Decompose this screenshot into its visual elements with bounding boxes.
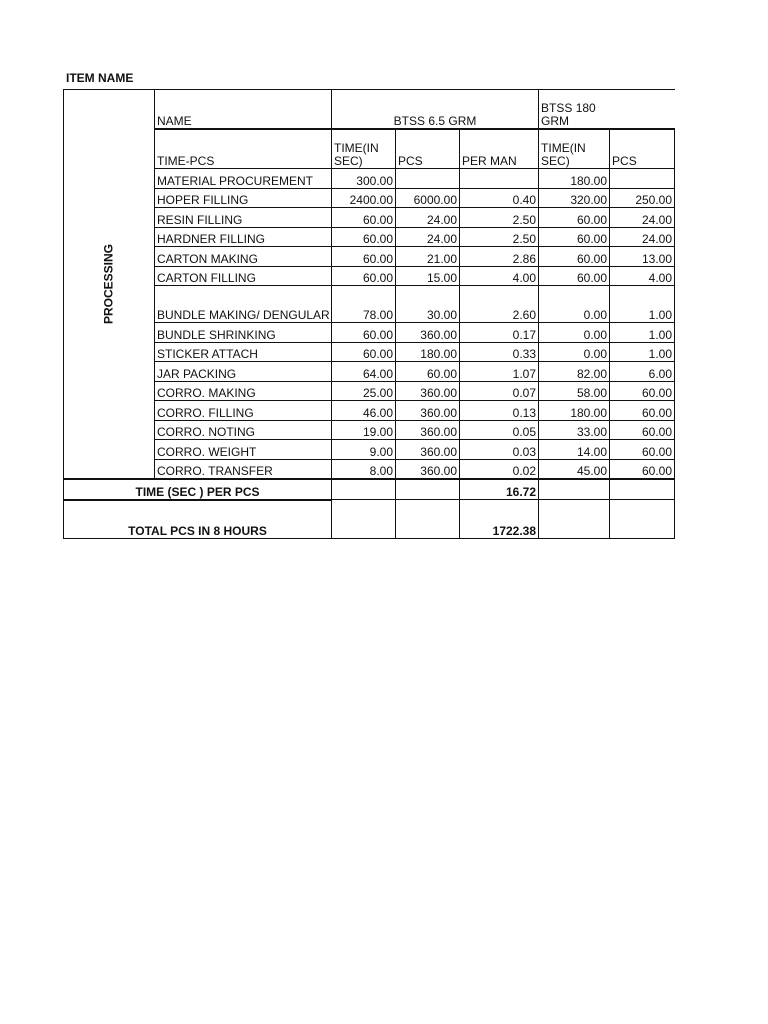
cell-pcs2: 60.00: [610, 459, 675, 479]
cell-pcs2: 60.00: [610, 401, 675, 421]
cell-per-man: 0.02: [460, 459, 539, 479]
table-row: [64, 169, 675, 189]
cell-per-man: 2.86: [460, 247, 539, 267]
row-name: CORRO. WEIGHT: [155, 440, 332, 460]
cell-time1: 60.00: [332, 208, 396, 228]
cell-pcs2: 1.00: [610, 323, 675, 343]
cell-time2: 180.00: [539, 401, 610, 421]
cell-time2: 58.00: [539, 381, 610, 401]
cell-pcs2: 24.00: [610, 208, 675, 228]
table-row: [64, 323, 675, 343]
time-per-pcs-empty-1: [332, 479, 396, 500]
row-name: STICKER ATTACH: [155, 342, 332, 362]
cell-per-man: 0.17: [460, 323, 539, 343]
row-name: MATERIAL PROCUREMENT: [155, 169, 332, 189]
cell-time1: 2400.00: [332, 188, 396, 208]
cell-pcs1: 360.00: [396, 401, 460, 421]
cell-time1: 300.00: [332, 169, 396, 189]
pcs1-header: PCS: [396, 129, 460, 169]
cell-pcs2: 250.00: [610, 188, 675, 208]
cell-time2: 45.00: [539, 459, 610, 479]
table-row: [64, 266, 675, 286]
row-name: HOPER FILLING: [155, 188, 332, 208]
cell-time2: 180.00: [539, 169, 610, 189]
cell-time1: 60.00: [332, 247, 396, 267]
name-header: NAME: [155, 90, 332, 130]
cell-pcs1: 30.00: [396, 286, 460, 323]
cell-time2: 60.00: [539, 247, 610, 267]
time-per-pcs-empty-4: [610, 479, 675, 500]
row-name: CORRO. MAKING: [155, 381, 332, 401]
cell-pcs1: 360.00: [396, 420, 460, 440]
pcs2-header: PCS: [610, 129, 675, 169]
total-pcs-empty-4: [610, 500, 675, 539]
cell-pcs1: 15.00: [396, 266, 460, 286]
time-per-pcs-empty-3: [539, 479, 610, 500]
table-row: [64, 342, 675, 362]
cell-pcs1: 360.00: [396, 459, 460, 479]
group-btss-6-5-header: BTSS 6.5 GRM: [332, 90, 539, 130]
table-row: [64, 362, 675, 382]
time-per-pcs-row: [64, 479, 675, 500]
cell-per-man: 0.05: [460, 420, 539, 440]
row-name: CORRO. TRANSFER: [155, 459, 332, 479]
cell-time1: 60.00: [332, 323, 396, 343]
cell-per-man: [460, 169, 539, 189]
row-name: BUNDLE SHRINKING: [155, 323, 332, 343]
row-name: HARDNER FILLING: [155, 227, 332, 247]
cell-pcs2: 60.00: [610, 381, 675, 401]
cell-pcs1: 6000.00: [396, 188, 460, 208]
header-row-1: [64, 90, 675, 130]
cell-per-man: 2.50: [460, 227, 539, 247]
table-row: [64, 440, 675, 460]
processing-table: [63, 89, 675, 539]
cell-per-man: 2.60: [460, 286, 539, 323]
time-per-pcs-empty-2: [396, 479, 460, 500]
cell-pcs1: 21.00: [396, 247, 460, 267]
total-pcs-label: TOTAL PCS IN 8 HOURS: [64, 500, 332, 539]
cell-per-man: 0.33: [460, 342, 539, 362]
time2-header: TIME(IN SEC): [539, 129, 610, 169]
cell-time1: 60.00: [332, 227, 396, 247]
cell-pcs2: 60.00: [610, 440, 675, 460]
cell-pcs1: 60.00: [396, 362, 460, 382]
cell-time1: 78.00: [332, 286, 396, 323]
total-pcs-empty-3: [539, 500, 610, 539]
cell-pcs1: 360.00: [396, 381, 460, 401]
table-row: [64, 247, 675, 267]
cell-time2: 33.00: [539, 420, 610, 440]
table-row: [64, 286, 675, 323]
cell-per-man: 0.40: [460, 188, 539, 208]
cell-time2: 0.00: [539, 342, 610, 362]
table-row: [64, 188, 675, 208]
cell-time1: 60.00: [332, 342, 396, 362]
cell-time1: 25.00: [332, 381, 396, 401]
cell-pcs1: 360.00: [396, 440, 460, 460]
group-btss-180-header-ext: [610, 90, 675, 130]
cell-pcs2: 1.00: [610, 286, 675, 323]
total-pcs-empty-1: [332, 500, 396, 539]
table-row: [64, 420, 675, 440]
cell-time2: 0.00: [539, 323, 610, 343]
cell-per-man: 1.07: [460, 362, 539, 382]
cell-pcs1: 180.00: [396, 342, 460, 362]
cell-pcs1: [396, 169, 460, 189]
cell-pcs1: 24.00: [396, 208, 460, 228]
cell-time1: 19.00: [332, 420, 396, 440]
table-row: [64, 208, 675, 228]
time-per-pcs-label: TIME (SEC ) PER PCS: [64, 479, 332, 500]
cell-per-man: 2.50: [460, 208, 539, 228]
row-name: JAR PACKING: [155, 362, 332, 382]
cell-pcs1: 360.00: [396, 323, 460, 343]
row-name: CARTON FILLING: [155, 266, 332, 286]
row-name: CORRO. FILLING: [155, 401, 332, 421]
cell-pcs2: 1.00: [610, 342, 675, 362]
row-name: RESIN FILLING: [155, 208, 332, 228]
cell-pcs2: 13.00: [610, 247, 675, 267]
row-name: BUNDLE MAKING/ DENGULAR: [155, 286, 332, 323]
cell-per-man: 0.07: [460, 381, 539, 401]
cell-time1: 8.00: [332, 459, 396, 479]
total-pcs-value: 1722.38: [460, 500, 539, 539]
cell-pcs2: 24.00: [610, 227, 675, 247]
time-pcs-header: TIME-PCS: [155, 129, 332, 169]
row-name: CORRO. NOTING: [155, 420, 332, 440]
cell-time2: 60.00: [539, 208, 610, 228]
processing-section-cell: [64, 90, 155, 480]
processing-label: PROCESSING: [101, 243, 116, 325]
cell-pcs2: 60.00: [610, 420, 675, 440]
header-row-2: [64, 129, 675, 169]
cell-pcs2: 6.00: [610, 362, 675, 382]
cell-per-man: 0.13: [460, 401, 539, 421]
cell-time2: 60.00: [539, 227, 610, 247]
table-row: [64, 227, 675, 247]
cell-time1: 9.00: [332, 440, 396, 460]
cell-time2: 14.00: [539, 440, 610, 460]
cell-pcs2: 4.00: [610, 266, 675, 286]
cell-time1: 46.00: [332, 401, 396, 421]
cell-time1: 60.00: [332, 266, 396, 286]
cell-time1: 64.00: [332, 362, 396, 382]
cell-time2: 60.00: [539, 266, 610, 286]
table-row: [64, 381, 675, 401]
group-btss-180-header: BTSS 180 GRM: [539, 90, 610, 130]
item-name-label: ITEM NAME: [66, 71, 134, 85]
cell-pcs2: [610, 169, 675, 189]
per-man-header: PER MAN: [460, 129, 539, 169]
time1-header: TIME(IN SEC): [332, 129, 396, 169]
cell-per-man: 4.00: [460, 266, 539, 286]
cell-time2: 320.00: [539, 188, 610, 208]
row-name: CARTON MAKING: [155, 247, 332, 267]
cell-per-man: 0.03: [460, 440, 539, 460]
table-row: [64, 401, 675, 421]
total-pcs-empty-2: [396, 500, 460, 539]
table-row: [64, 459, 675, 479]
time-per-pcs-value: 16.72: [460, 479, 539, 500]
cell-time2: 0.00: [539, 286, 610, 323]
total-pcs-row: [64, 500, 675, 539]
cell-time2: 82.00: [539, 362, 610, 382]
cell-pcs1: 24.00: [396, 227, 460, 247]
